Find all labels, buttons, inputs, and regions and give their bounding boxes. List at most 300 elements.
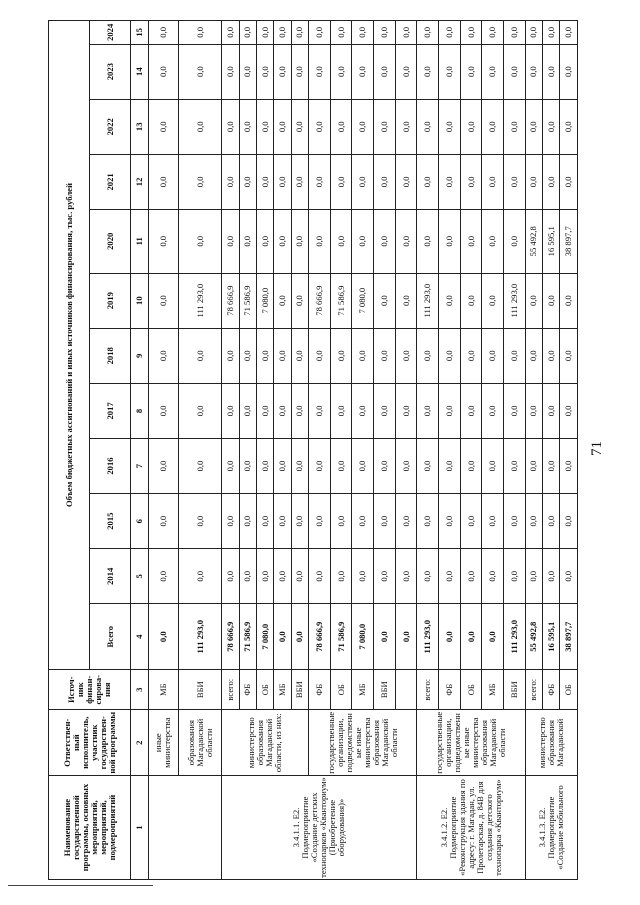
header-total: Всего (90, 604, 131, 670)
index-row (131, 21, 148, 880)
value-cell: 0,0 (222, 44, 239, 99)
source-cell: ОБ (560, 670, 578, 710)
footnote-separator (8, 885, 153, 886)
value-cell: 71 586,9 (239, 273, 256, 328)
table-row (148, 21, 178, 880)
header-year: 2018 (90, 328, 131, 383)
value-cell: 0,0 (482, 273, 504, 328)
value-cell: 0,0 (439, 549, 461, 604)
value-cell: 0,0 (352, 99, 374, 154)
value-cell: 0,0 (148, 44, 178, 99)
value-cell: 0,0 (222, 154, 239, 209)
source-cell: ОБ (330, 670, 352, 710)
value-cell: 0,0 (222, 549, 239, 604)
value-cell: 0,0 (395, 99, 417, 154)
value-cell: 0,0 (239, 44, 256, 99)
value-cell: 71 586,9 (330, 273, 352, 328)
value-cell: 0,0 (257, 44, 274, 99)
value-cell: 0,0 (525, 494, 542, 549)
total-cell: 16 595,1 (543, 604, 560, 670)
index-cell: 2 (131, 710, 148, 776)
value-cell: 0,0 (504, 21, 526, 45)
value-cell: 0,0 (374, 99, 396, 154)
source-cell: ВБИ (374, 670, 396, 710)
value-cell: 0,0 (439, 209, 461, 273)
value-cell: 0,0 (222, 209, 239, 273)
name-cell: 3.4.1.2. Е2. Подмероприятие «Реконструкция здания по адресу: г. Магадан, ул. Пролетарская, д. 84В для создания детского технопарка «Кванториум» (417, 776, 525, 880)
value-cell: 0,0 (417, 549, 439, 604)
header-year: 2023 (90, 44, 131, 99)
total-cell: 111 293,0 (417, 604, 439, 670)
value-cell: 0,0 (417, 494, 439, 549)
value-cell: 0,0 (257, 328, 274, 383)
value-cell: 0,0 (525, 328, 542, 383)
value-cell: 0,0 (309, 99, 331, 154)
value-cell: 0,0 (460, 494, 482, 549)
value-cell: 0,0 (439, 273, 461, 328)
responsible-cell: образования Магаданской области (179, 710, 222, 776)
value-cell: 0,0 (352, 21, 374, 45)
value-cell: 0,0 (417, 438, 439, 493)
value-cell: 0,0 (560, 99, 578, 154)
header-year: 2020 (90, 209, 131, 273)
value-cell: 0,0 (239, 494, 256, 549)
value-cell: 0,0 (352, 383, 374, 438)
source-cell: ОБ (257, 670, 274, 710)
value-cell: 0,0 (179, 383, 222, 438)
value-cell: 0,0 (374, 494, 396, 549)
value-cell: 0,0 (460, 549, 482, 604)
value-cell: 0,0 (417, 383, 439, 438)
total-cell: 0,0 (274, 604, 291, 670)
index-cell: 6 (131, 494, 148, 549)
value-cell: 0,0 (460, 328, 482, 383)
value-cell: 0,0 (239, 328, 256, 383)
value-cell: 0,0 (543, 99, 560, 154)
value-cell: 0,0 (395, 21, 417, 45)
total-cell: 55 492,8 (525, 604, 542, 670)
value-cell: 0,0 (525, 44, 542, 99)
header-row (49, 21, 90, 880)
source-cell: МБ (352, 670, 374, 710)
value-cell: 0,0 (417, 209, 439, 273)
value-cell: 16 595,1 (543, 209, 560, 273)
index-cell: 1 (131, 776, 148, 880)
value-cell: 0,0 (460, 209, 482, 273)
value-cell: 0,0 (460, 154, 482, 209)
value-cell: 0,0 (482, 154, 504, 209)
value-cell: 0,0 (439, 99, 461, 154)
value-cell: 0,0 (309, 383, 331, 438)
total-cell: 0,0 (291, 604, 308, 670)
value-cell: 0,0 (222, 21, 239, 45)
value-cell: 0,0 (239, 21, 256, 45)
name-cell (148, 776, 222, 880)
value-cell: 0,0 (309, 21, 331, 45)
total-cell: 78 666,9 (309, 604, 331, 670)
value-cell: 0,0 (222, 99, 239, 154)
value-cell: 0,0 (291, 438, 308, 493)
value-cell: 0,0 (148, 438, 178, 493)
value-cell: 0,0 (543, 21, 560, 45)
value-cell: 0,0 (560, 494, 578, 549)
total-cell: 0,0 (439, 604, 461, 670)
index-cell: 11 (131, 209, 148, 273)
value-cell: 0,0 (179, 209, 222, 273)
value-cell: 0,0 (482, 21, 504, 45)
value-cell: 0,0 (309, 154, 331, 209)
value-cell: 0,0 (543, 273, 560, 328)
value-cell: 0,0 (239, 99, 256, 154)
value-cell: 0,0 (417, 21, 439, 45)
value-cell: 0,0 (179, 99, 222, 154)
value-cell: 0,0 (439, 44, 461, 99)
value-cell: 0,0 (330, 154, 352, 209)
value-cell: 0,0 (439, 494, 461, 549)
value-cell: 0,0 (525, 273, 542, 328)
header-year: 2017 (90, 383, 131, 438)
value-cell: 0,0 (482, 209, 504, 273)
index-cell: 5 (131, 549, 148, 604)
value-cell: 0,0 (560, 328, 578, 383)
value-cell: 0,0 (222, 328, 239, 383)
value-cell: 0,0 (291, 383, 308, 438)
value-cell: 0,0 (309, 44, 331, 99)
value-cell: 0,0 (374, 549, 396, 604)
value-cell: 0,0 (395, 549, 417, 604)
header-name: Наименование государственной программы, основных мероприятий, мероприятий, подмероприятий (49, 776, 131, 880)
value-cell: 0,0 (543, 383, 560, 438)
value-cell: 0,0 (504, 154, 526, 209)
value-cell: 0,0 (330, 99, 352, 154)
value-cell: 0,0 (482, 383, 504, 438)
value-cell: 0,0 (543, 494, 560, 549)
value-cell: 7 080,0 (352, 273, 374, 328)
value-cell: 0,0 (291, 494, 308, 549)
value-cell: 0,0 (395, 273, 417, 328)
value-cell: 0,0 (374, 209, 396, 273)
value-cell: 0,0 (291, 328, 308, 383)
source-cell: ФБ (543, 670, 560, 710)
value-cell: 0,0 (222, 438, 239, 493)
value-cell: 0,0 (330, 44, 352, 99)
table-row (417, 21, 439, 880)
value-cell: 0,0 (374, 44, 396, 99)
value-cell: 0,0 (460, 383, 482, 438)
value-cell: 0,0 (482, 494, 504, 549)
value-cell: 0,0 (148, 209, 178, 273)
source-cell: всего: (222, 670, 239, 710)
financing-table (48, 20, 578, 880)
index-cell: 7 (131, 438, 148, 493)
value-cell: 0,0 (374, 154, 396, 209)
value-cell: 0,0 (148, 154, 178, 209)
index-cell: 15 (131, 21, 148, 45)
value-cell: 0,0 (148, 383, 178, 438)
value-cell: 0,0 (179, 438, 222, 493)
value-cell: 0,0 (257, 438, 274, 493)
value-cell: 0,0 (257, 549, 274, 604)
value-cell: 0,0 (239, 383, 256, 438)
value-cell: 0,0 (148, 328, 178, 383)
value-cell: 0,0 (257, 154, 274, 209)
value-cell: 0,0 (374, 273, 396, 328)
value-cell: 0,0 (330, 549, 352, 604)
value-cell: 0,0 (239, 549, 256, 604)
value-cell: 0,0 (395, 44, 417, 99)
value-cell: 0,0 (525, 549, 542, 604)
source-cell: МБ (274, 670, 291, 710)
value-cell: 0,0 (274, 273, 291, 328)
header-year: 2015 (90, 494, 131, 549)
value-cell: 0,0 (352, 154, 374, 209)
value-cell: 0,0 (560, 44, 578, 99)
name-cell: 3.4.1.1. Е2. Подмероприятие «Создание детских технопарков «Кванториум» (Приобретение оборудования)» (222, 776, 417, 880)
value-cell: 0,0 (291, 21, 308, 45)
value-cell: 7 080,0 (257, 273, 274, 328)
value-cell: 0,0 (417, 328, 439, 383)
total-cell: 78 666,9 (222, 604, 239, 670)
value-cell: 0,0 (309, 209, 331, 273)
header-year: 2022 (90, 99, 131, 154)
value-cell: 0,0 (179, 494, 222, 549)
value-cell: 0,0 (560, 154, 578, 209)
value-cell: 0,0 (330, 438, 352, 493)
value-cell: 0,0 (330, 209, 352, 273)
responsible-cell: иные министерства (148, 710, 178, 776)
value-cell: 0,0 (543, 549, 560, 604)
value-cell: 0,0 (525, 438, 542, 493)
header-year: 2019 (90, 273, 131, 328)
value-cell: 0,0 (330, 328, 352, 383)
value-cell: 0,0 (560, 273, 578, 328)
value-cell: 0,0 (482, 438, 504, 493)
total-cell: 38 897,7 (560, 604, 578, 670)
total-cell: 7 080,0 (257, 604, 274, 670)
name-cell: 3.4.1.3. Е2. Подмероприятие «Создание мобильного (525, 776, 577, 880)
value-cell: 0,0 (274, 209, 291, 273)
index-cell: 14 (131, 44, 148, 99)
value-cell: 0,0 (504, 494, 526, 549)
value-cell: 0,0 (460, 21, 482, 45)
header-responsible: Ответствен-ный исполнитель, участник государствен-ной программы (49, 710, 131, 776)
value-cell: 0,0 (543, 44, 560, 99)
value-cell: 0,0 (274, 328, 291, 383)
value-cell: 0,0 (504, 328, 526, 383)
value-cell: 0,0 (525, 383, 542, 438)
value-cell: 0,0 (274, 154, 291, 209)
value-cell: 0,0 (374, 438, 396, 493)
value-cell: 0,0 (148, 494, 178, 549)
value-cell: 0,0 (439, 438, 461, 493)
value-cell: 0,0 (257, 383, 274, 438)
value-cell: 0,0 (374, 383, 396, 438)
value-cell: 0,0 (439, 154, 461, 209)
value-cell: 0,0 (274, 438, 291, 493)
value-cell: 0,0 (525, 99, 542, 154)
value-cell: 38 897,7 (560, 209, 578, 273)
table-row (222, 21, 239, 880)
value-cell: 0,0 (560, 383, 578, 438)
value-cell: 0,0 (460, 273, 482, 328)
value-cell: 0,0 (543, 438, 560, 493)
value-cell: 0,0 (257, 99, 274, 154)
source-cell: ВБИ (291, 670, 308, 710)
value-cell: 0,0 (330, 383, 352, 438)
value-cell: 0,0 (352, 44, 374, 99)
value-cell: 0,0 (222, 494, 239, 549)
header-year: 2021 (90, 154, 131, 209)
value-cell: 0,0 (257, 209, 274, 273)
index-cell: 4 (131, 604, 148, 670)
index-cell: 9 (131, 328, 148, 383)
value-cell: 0,0 (309, 328, 331, 383)
value-cell: 0,0 (309, 549, 331, 604)
value-cell: 0,0 (179, 154, 222, 209)
value-cell: 0,0 (274, 44, 291, 99)
value-cell: 0,0 (148, 273, 178, 328)
value-cell: 0,0 (222, 383, 239, 438)
value-cell: 0,0 (460, 99, 482, 154)
value-cell: 0,0 (395, 383, 417, 438)
value-cell: 0,0 (239, 154, 256, 209)
value-cell: 0,0 (460, 44, 482, 99)
value-cell: 0,0 (417, 44, 439, 99)
index-cell: 8 (131, 383, 148, 438)
value-cell: 0,0 (482, 44, 504, 99)
value-cell: 0,0 (417, 154, 439, 209)
value-cell: 0,0 (374, 21, 396, 45)
total-cell: 111 293,0 (179, 604, 222, 670)
value-cell: 0,0 (274, 494, 291, 549)
value-cell: 0,0 (439, 21, 461, 45)
value-cell: 0,0 (148, 99, 178, 154)
value-cell: 0,0 (291, 549, 308, 604)
header-year: 2024 (90, 21, 131, 45)
value-cell: 0,0 (395, 438, 417, 493)
table-row (309, 21, 331, 880)
value-cell: 0,0 (417, 99, 439, 154)
value-cell: 0,0 (352, 209, 374, 273)
value-cell: 0,0 (525, 21, 542, 45)
value-cell: 0,0 (352, 494, 374, 549)
total-cell: 71 586,9 (239, 604, 256, 670)
value-cell: 0,0 (330, 494, 352, 549)
value-cell: 0,0 (274, 383, 291, 438)
table-row (525, 21, 542, 880)
total-cell: 0,0 (374, 604, 396, 670)
total-cell: 71 586,9 (330, 604, 352, 670)
table-row (179, 21, 222, 880)
value-cell: 0,0 (504, 44, 526, 99)
value-cell: 0,0 (439, 328, 461, 383)
source-cell: ФБ (239, 670, 256, 710)
header-year: 2016 (90, 438, 131, 493)
page-number: 71 (589, 441, 605, 456)
value-cell: 0,0 (274, 549, 291, 604)
value-cell: 0,0 (291, 209, 308, 273)
value-cell: 0,0 (560, 549, 578, 604)
header-volume: Объем бюджетных ассигнований и иных источников финансирования, тыс. рублей (49, 21, 90, 670)
value-cell: 0,0 (395, 328, 417, 383)
source-cell: ФБ (309, 670, 331, 710)
value-cell: 0,0 (330, 21, 352, 45)
value-cell: 0,0 (257, 21, 274, 45)
value-cell: 0,0 (291, 273, 308, 328)
value-cell: 0,0 (560, 21, 578, 45)
header-source: Источ-ник финан-сирова-ния (49, 670, 131, 710)
value-cell: 0,0 (504, 438, 526, 493)
responsible-cell: министерство образования Магаданской области, из них: (222, 710, 309, 776)
rotated-table-container (48, 20, 578, 880)
value-cell: 55 492,8 (525, 209, 542, 273)
total-cell: 111 293,0 (504, 604, 526, 670)
value-cell: 0,0 (148, 21, 178, 45)
value-cell: 0,0 (395, 154, 417, 209)
responsible-cell: государственные организации, подведомственные иные министерства образования Магаданской области (417, 710, 525, 776)
value-cell: 0,0 (395, 494, 417, 549)
responsible-cell: государственные организации, подведомственные иные министерства образования Магаданской области (309, 710, 417, 776)
source-cell: МБ (482, 670, 504, 710)
value-cell: 0,0 (460, 438, 482, 493)
value-cell: 111 293,0 (504, 273, 526, 328)
value-cell: 0,0 (148, 549, 178, 604)
value-cell: 0,0 (291, 154, 308, 209)
value-cell: 0,0 (179, 328, 222, 383)
value-cell: 0,0 (179, 44, 222, 99)
value-cell: 0,0 (239, 209, 256, 273)
source-cell: ФБ (439, 670, 461, 710)
value-cell: 0,0 (309, 438, 331, 493)
header-year: 2014 (90, 549, 131, 604)
source-cell: ОБ (460, 670, 482, 710)
value-cell: 78 666,9 (309, 273, 331, 328)
index-cell: 3 (131, 670, 148, 710)
value-cell: 78 666,9 (222, 273, 239, 328)
total-cell: 0,0 (482, 604, 504, 670)
value-cell: 0,0 (352, 438, 374, 493)
value-cell: 0,0 (504, 99, 526, 154)
value-cell: 0,0 (291, 99, 308, 154)
total-cell: 0,0 (148, 604, 178, 670)
value-cell: 0,0 (560, 438, 578, 493)
value-cell: 0,0 (395, 209, 417, 273)
index-cell: 10 (131, 273, 148, 328)
value-cell: 0,0 (504, 383, 526, 438)
value-cell: 111 293,0 (417, 273, 439, 328)
value-cell: 0,0 (543, 328, 560, 383)
value-cell: 0,0 (374, 328, 396, 383)
value-cell: 0,0 (257, 494, 274, 549)
source-cell: МБ (148, 670, 178, 710)
value-cell: 0,0 (239, 438, 256, 493)
total-cell: 7 080,0 (352, 604, 374, 670)
source-cell: всего: (417, 670, 439, 710)
value-cell: 0,0 (352, 328, 374, 383)
value-cell: 0,0 (543, 154, 560, 209)
value-cell: 0,0 (291, 44, 308, 99)
source-cell: всего: (525, 670, 542, 710)
total-cell: 0,0 (395, 604, 417, 670)
value-cell: 0,0 (504, 209, 526, 273)
index-cell: 12 (131, 154, 148, 209)
source-cell: ВБИ (179, 670, 222, 710)
value-cell: 0,0 (179, 21, 222, 45)
source-cell: ВБИ (504, 670, 526, 710)
value-cell: 0,0 (482, 549, 504, 604)
value-cell: 0,0 (439, 383, 461, 438)
source-cell (395, 670, 417, 710)
